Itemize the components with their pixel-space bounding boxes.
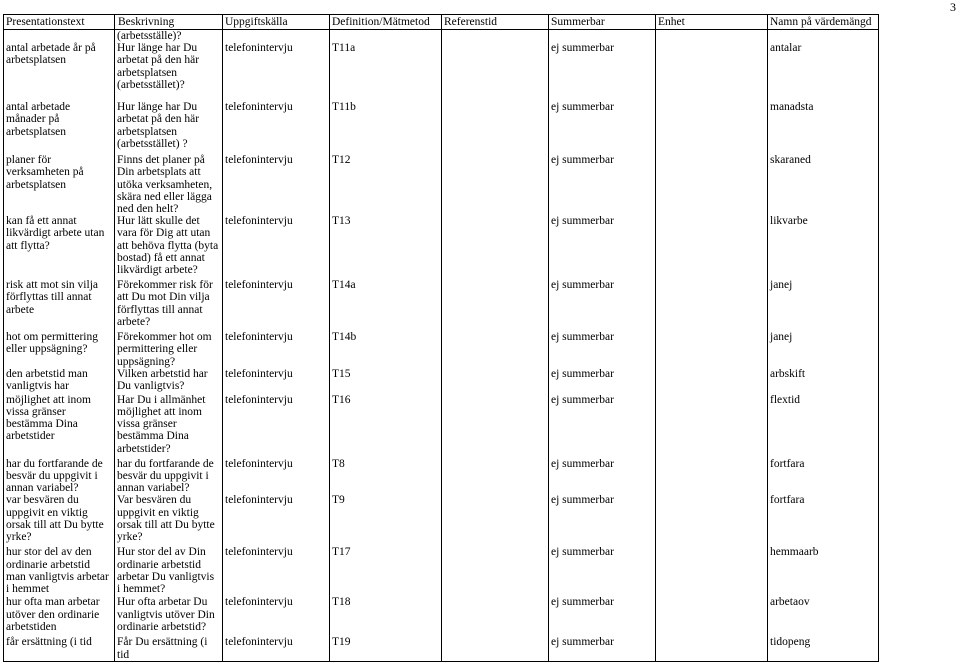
table-row xyxy=(4,154,879,215)
cell-presentation: hot om permittering eller uppsägning? xyxy=(4,331,115,368)
cell-source: telefonintervju xyxy=(223,215,330,279)
cell-summable: ej summerbar xyxy=(549,636,656,661)
header-definition-matmetod: Definition/Mätmetod xyxy=(330,15,442,30)
cell-source: telefonintervju xyxy=(223,394,330,458)
cell-unit xyxy=(656,494,768,546)
cell-description: Hur länge har Du arbetat på den här arbetsplatsen (arbetsstället) ? xyxy=(115,101,223,154)
table-cell xyxy=(223,30,330,43)
cell-definition: T18 xyxy=(330,596,442,636)
cell-description: Hur stor del av Din ordinarie arbetstid arbetar Du vanligtvis i hemmet? xyxy=(115,546,223,596)
cell-definition: T8 xyxy=(330,458,442,495)
cell-summable: ej summerbar xyxy=(549,154,656,215)
cell-reference xyxy=(442,279,549,331)
cell-description: Hur lätt skulle det vara för Dig att utan att behöva flytta (byta bostad) få ett annat likvärdigt arbete? xyxy=(115,215,223,279)
table-row xyxy=(4,42,879,101)
cell-description: Hur ofta arbetar Du vanligtvis utöver Din ordinarie arbetstid? xyxy=(115,596,223,636)
table-row xyxy=(4,636,879,661)
cell-definition: T11b xyxy=(330,101,442,154)
cell-unit xyxy=(656,546,768,596)
cell-description: Har Du i allmänhet möjlighet att inom vissa gränser bestämma Dina arbetstider? xyxy=(115,394,223,458)
cell-presentation: risk att mot sin vilja förflyttas till annat arbete xyxy=(4,279,115,331)
cell-presentation: den arbetstid man vanligtvis har xyxy=(4,368,115,394)
cell-definition: T17 xyxy=(330,546,442,596)
cell-presentation: antal arbetade år på arbetsplatsen xyxy=(4,42,115,101)
cell-value-set: hemmaarb xyxy=(768,546,879,596)
cell-presentation: kan få ett annat likvärdigt arbete utan att flytta? xyxy=(4,215,115,279)
cell-reference xyxy=(442,368,549,394)
cell-summable: ej summerbar xyxy=(549,458,656,495)
cell-reference xyxy=(442,394,549,458)
cell-summable: ej summerbar xyxy=(549,279,656,331)
cell-value-set: manadsta xyxy=(768,101,879,154)
table-row xyxy=(4,546,879,596)
cell-summable: ej summerbar xyxy=(549,494,656,546)
cell-presentation: hur stor del av den ordinarie arbetstid man vanligtvis arbetar i hemmet xyxy=(4,546,115,596)
header-beskrivning: Beskrivning xyxy=(115,15,223,30)
cell-definition: T16 xyxy=(330,394,442,458)
cell-definition: T13 xyxy=(330,215,442,279)
cell-summable: ej summerbar xyxy=(549,368,656,394)
continuation-row xyxy=(4,30,879,43)
cell-description: Hur länge har Du arbetat på den här arbetsplatsen (arbetsstället)? xyxy=(115,42,223,101)
table-row xyxy=(4,458,879,495)
cell-description: Vilken arbetstid har Du vanligtvis? xyxy=(115,368,223,394)
header-enhet: Enhet xyxy=(656,15,768,30)
cell-presentation: antal arbetade månader på arbetsplatsen xyxy=(4,101,115,154)
cell-presentation: hur ofta man arbetar utöver den ordinarie arbetstiden xyxy=(4,596,115,636)
cell-presentation: var besvären du uppgivit en viktig orsak till att Du bytte yrke? xyxy=(4,494,115,546)
cell-unit xyxy=(656,279,768,331)
cell-definition: T19 xyxy=(330,636,442,661)
cell-source: telefonintervju xyxy=(223,331,330,368)
header-referenstid: Referenstid xyxy=(442,15,549,30)
cell-summable: ej summerbar xyxy=(549,215,656,279)
table-row xyxy=(4,215,879,279)
cell-reference xyxy=(442,546,549,596)
table-cell xyxy=(768,30,879,43)
header-namn-pa-vardemangd: Namn på värdemängd xyxy=(768,15,879,30)
table-header-row xyxy=(4,15,879,30)
header-summerbar: Summerbar xyxy=(549,15,656,30)
cell-unit xyxy=(656,215,768,279)
variable-table xyxy=(3,14,879,662)
cell-definition: T14a xyxy=(330,279,442,331)
cell-reference xyxy=(442,458,549,495)
cell-reference xyxy=(442,101,549,154)
cell-summable: ej summerbar xyxy=(549,331,656,368)
cell-reference xyxy=(442,215,549,279)
cell-unit xyxy=(656,331,768,368)
cell-description: Förekommer risk för att Du mot Din vilja förflyttas till annat arbete? xyxy=(115,279,223,331)
table-row xyxy=(4,596,879,636)
cell-value-set: janej xyxy=(768,279,879,331)
cell-definition: T9 xyxy=(330,494,442,546)
cell-presentation: har du fortfarande de besvär du uppgivit i annan variabel? xyxy=(4,458,115,495)
table-cell xyxy=(4,30,115,43)
cell-description: Får Du ersättning (i tid xyxy=(115,636,223,661)
cell-reference xyxy=(442,331,549,368)
cell-reference xyxy=(442,596,549,636)
cell-description: har du fortfarande de besvär du uppgivit i annan variabel? xyxy=(115,458,223,495)
cell-reference xyxy=(442,636,549,661)
cell-definition: T11a xyxy=(330,42,442,101)
cell-source: telefonintervju xyxy=(223,279,330,331)
table-row xyxy=(4,331,879,368)
cell-definition: T14b xyxy=(330,331,442,368)
cell-summable: ej summerbar xyxy=(549,596,656,636)
cell-value-set: fortfara xyxy=(768,458,879,495)
cell-value-set: likvarbe xyxy=(768,215,879,279)
cell-summable: ej summerbar xyxy=(549,394,656,458)
cell-presentation: planer för verksamheten på arbetsplatsen xyxy=(4,154,115,215)
cell-summable: ej summerbar xyxy=(549,42,656,101)
cell-value-set: tidopeng xyxy=(768,636,879,661)
cell-source: telefonintervju xyxy=(223,546,330,596)
table-row xyxy=(4,279,879,331)
cell-value-set: fortfara xyxy=(768,494,879,546)
cell-source: telefonintervju xyxy=(223,42,330,101)
cell-value-set: janej xyxy=(768,331,879,368)
cell-value-set: arbetaov xyxy=(768,596,879,636)
cell-source: telefonintervju xyxy=(223,636,330,661)
table-cell xyxy=(330,30,442,43)
table-row xyxy=(4,394,879,458)
cell-unit xyxy=(656,458,768,495)
page-number: 3 xyxy=(950,0,956,14)
cell-source: telefonintervju xyxy=(223,368,330,394)
cell-unit xyxy=(656,42,768,101)
header-presentationstext: Presentationstext xyxy=(4,15,115,30)
header-uppgiftskalla: Uppgiftskälla xyxy=(223,15,330,30)
cell-summable: ej summerbar xyxy=(549,546,656,596)
table-row xyxy=(4,368,879,394)
cell-summable: ej summerbar xyxy=(549,101,656,154)
table-body xyxy=(4,30,879,662)
cell-source: telefonintervju xyxy=(223,154,330,215)
table-row xyxy=(4,494,879,546)
cell-source: telefonintervju xyxy=(223,596,330,636)
table-cell xyxy=(549,30,656,43)
cell-description: Finns det planer på Din arbetsplats att utöka verksamheten, skära ned eller lägga ned den helt? xyxy=(115,154,223,215)
cell-definition: T12 xyxy=(330,154,442,215)
cell-description: Förekommer hot om permittering eller uppsägning? xyxy=(115,331,223,368)
cell-unit xyxy=(656,368,768,394)
cell-reference xyxy=(442,42,549,101)
cell-presentation: får ersättning (i tid xyxy=(4,636,115,661)
cell-value-set: skaraned xyxy=(768,154,879,215)
cell-value-set: antalar xyxy=(768,42,879,101)
cell-unit xyxy=(656,636,768,661)
table-cell xyxy=(442,30,549,43)
cell-unit xyxy=(656,596,768,636)
cell-source: telefonintervju xyxy=(223,458,330,495)
cell-unit xyxy=(656,154,768,215)
cell-unit xyxy=(656,101,768,154)
table-cell xyxy=(656,30,768,43)
cell-source: telefonintervju xyxy=(223,101,330,154)
cell-description: Var besvären du uppgivit en viktig orsak till att Du bytte yrke? xyxy=(115,494,223,546)
cell-value-set: flextid xyxy=(768,394,879,458)
continuation-text: (arbetsställe)? xyxy=(115,30,223,43)
cell-definition: T15 xyxy=(330,368,442,394)
cell-reference xyxy=(442,154,549,215)
cell-unit xyxy=(656,394,768,458)
cell-reference xyxy=(442,494,549,546)
table-row xyxy=(4,101,879,154)
cell-source: telefonintervju xyxy=(223,494,330,546)
cell-value-set: arbskift xyxy=(768,368,879,394)
cell-presentation: möjlighet att inom vissa gränser bestämma Dina arbetstider xyxy=(4,394,115,458)
